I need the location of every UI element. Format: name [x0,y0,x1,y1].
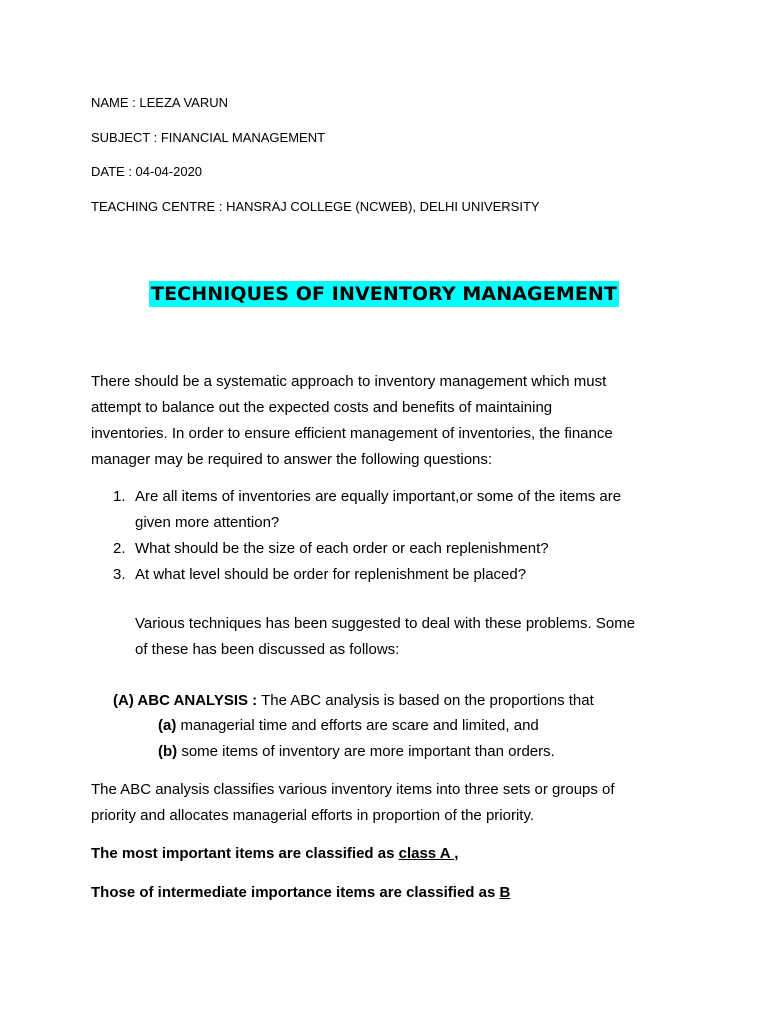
list-item-number: 2. [113,540,126,557]
title-wrapper [0,281,768,307]
list-item [91,562,691,588]
header-teaching-centre: TEACHING CENTRE : HANSRAJ COLLEGE (NCWEB), DELHI UNIVERSITY [91,199,540,214]
intro-line: manager may be required to answer the following questions: [91,451,493,468]
classification-line: priority and allocates managerial efforts in proportion of the priority. [91,807,535,824]
list-item-text: What should be the size of each order or each replenishment? [135,540,549,557]
list-item [91,536,691,562]
intro-line: attempt to balance out the expected costs and benefits of maintaining [91,399,553,416]
intro-paragraph [91,369,681,473]
abc-analysis-label: (A) ABC ANALYSIS : [113,692,258,709]
questions-list [91,484,691,588]
abc-sub-item-b-text: some items of inventory are more important than orders. [177,743,555,760]
class-a-text: The most important items are classified as [91,845,399,862]
class-b-statement [91,883,510,903]
list-item-number: 3. [113,566,126,583]
techniques-intro-line: Various techniques has been suggested to deal with these problems. Some [135,615,636,632]
abc-sub-item-a-label: (a) [158,717,177,734]
abc-sub-item-a-text: managerial time and efforts are scare and limited, and [176,717,539,734]
techniques-intro-line: of these has been discussed as follows: [135,641,400,658]
abc-sub-item-a [158,713,539,739]
intro-line: There should be a systematic approach to inventory management which must [91,373,607,390]
header-subject: SUBJECT : FINANCIAL MANAGEMENT [91,130,326,145]
page-title: TECHNIQUES OF INVENTORY MANAGEMENT [151,283,617,305]
header-date: DATE : 04-04-2020 [91,164,203,179]
class-b-text: Those of intermediate importance items are classified as [91,884,500,901]
list-item-text: Are all items of inventories are equally important,or some of the items are [135,488,622,505]
header-name: NAME : LEEZA VARUN [91,95,229,110]
list-item-text: given more attention? [135,514,280,531]
classification-paragraph [91,777,681,829]
abc-sub-item-b [158,739,555,765]
techniques-intro-paragraph [135,611,695,663]
class-b-underlined: B [499,884,511,901]
class-a-statement [91,844,458,864]
list-item [91,484,691,536]
abc-analysis-heading [113,688,594,714]
list-item-number: 1. [113,488,126,505]
classification-line: The ABC analysis classifies various inventory items into three sets or groups of [91,781,615,798]
intro-line: inventories. In order to ensure efficient management of inventories, the finance [91,425,613,442]
class-a-underlined: class A , [398,845,459,862]
abc-sub-item-b-label: (b) [158,743,178,760]
abc-analysis-text: The ABC analysis is based on the proportions that [257,692,594,709]
list-item-text: At what level should be order for replenishment be placed? [135,566,527,583]
